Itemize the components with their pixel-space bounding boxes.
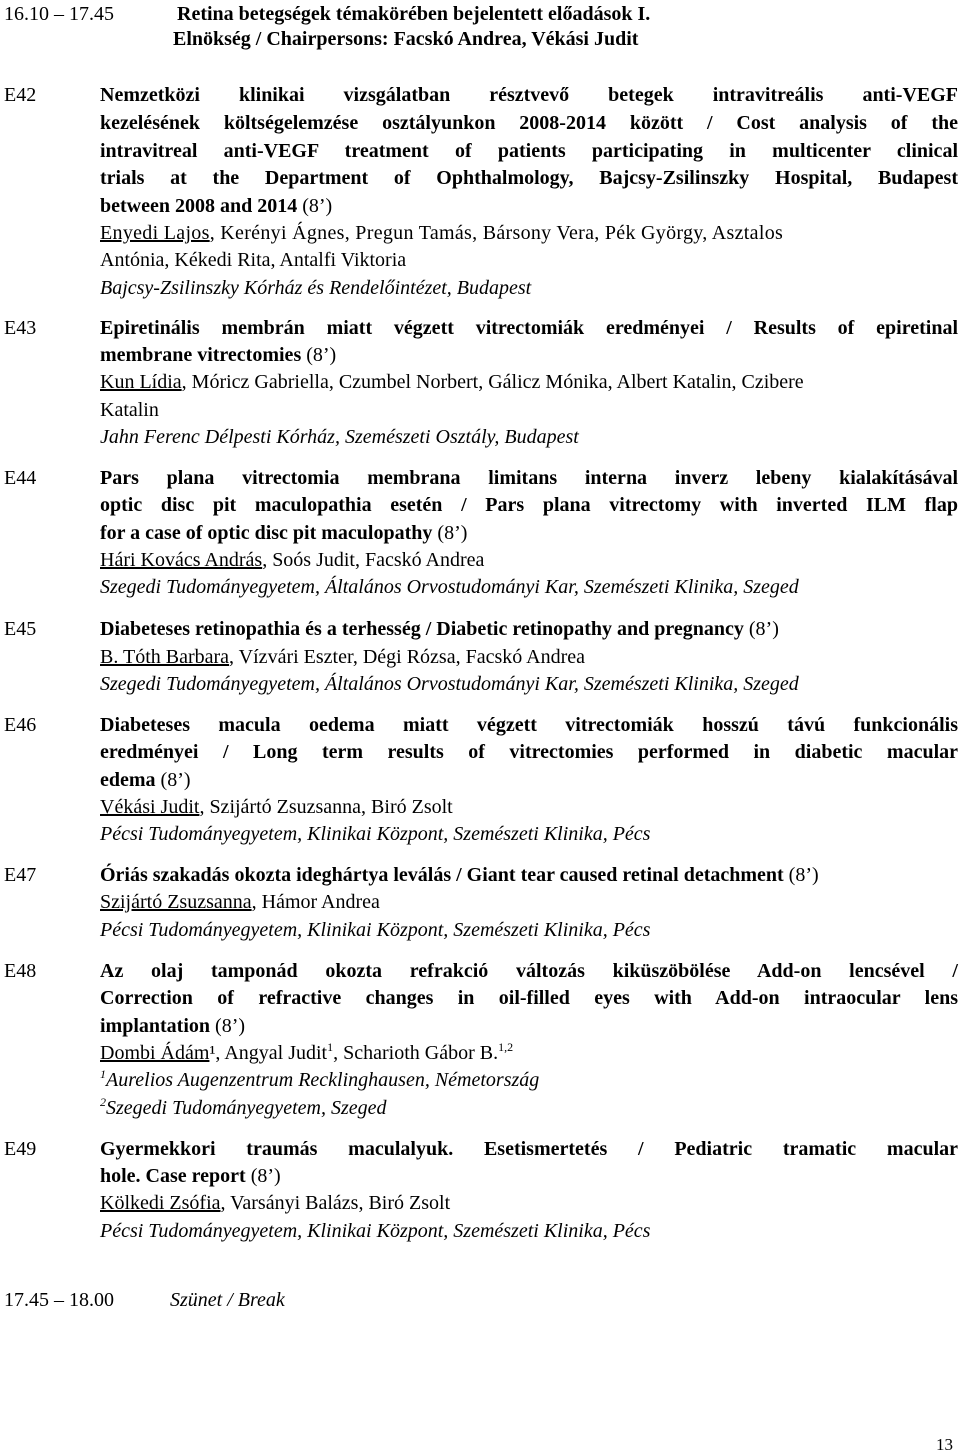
entry-title-line: trials at the Department of Ophthalmology, Bajcsy-Zsilinszky Hospital, Budapest: [100, 167, 958, 189]
break-time: 17.45 – 18.00: [4, 1289, 114, 1311]
entry-title-line: membrane vitrectomies: [100, 344, 302, 366]
entry-title-line: for a case of optic disc pit maculopathy: [100, 522, 433, 544]
entry-duration: (8’): [301, 344, 337, 366]
entry-presenter: Dombi Ádám: [100, 1042, 210, 1064]
session-title: Retina betegségek témakörében bejelentett előadások I.: [177, 3, 651, 25]
entry-authors: [100, 550, 484, 570]
entry-code: E49: [4, 1138, 37, 1160]
entry-title-line: Pars plana vitrectomia membrana limitans interna inverz lebeny kialakításával: [100, 467, 958, 489]
entry-title-line: Diabeteses retinopathia és a terhesség / Diabetic retinopathy and pregnancy: [100, 618, 744, 640]
entry-authors: [100, 223, 783, 243]
entry-title-line: between 2008 and 2014: [100, 195, 298, 217]
entry-title-last-line: [100, 345, 336, 365]
entry-title-line: Óriás szakadás okozta ideghártya leválás / Giant tear caused retinal detachment: [100, 864, 784, 886]
entry-coauthors: ¹, Angyal Judit: [209, 1042, 328, 1064]
entry-affiliation: [100, 1095, 387, 1119]
entry-presenter: B. Tóth Barbara: [100, 646, 230, 668]
affiliation-mark: 1: [327, 1040, 334, 1054]
entry-title-line: kezelésének költségelemzése osztályunkon 2008-2014 között / Cost analysis of the: [100, 112, 958, 134]
entry-institution: Pécsi Tudományegyetem, Klinikai Központ, Szemészeti Klinika, Pécs: [100, 1220, 651, 1242]
entry-coauthors-cont: Antónia, Kékedi Rita, Antalfi Viktoria: [100, 249, 407, 271]
entry-duration: (8’): [155, 769, 191, 791]
affiliation-text: Aurelios Augenzentrum Recklinghausen, Németország: [106, 1069, 540, 1091]
entry-title-line: intravitreal anti-VEGF treatment of patients participating in multicenter clinical: [100, 140, 958, 162]
entry-code: E45: [4, 618, 37, 640]
entry-duration: (8’): [297, 195, 333, 217]
entry-authors: [100, 372, 804, 392]
entry-coauthors: , Szijártó Zsuzsanna, Biró Zsolt: [199, 796, 453, 818]
entry-code: E48: [4, 960, 37, 982]
entry-title-line: Epiretinális membrán miatt végzett vitrectomiák eredményei / Results of epiretinal: [100, 317, 958, 339]
page-number: 13: [936, 1435, 953, 1454]
entry-title-last-line: [100, 1166, 281, 1186]
entry-institution: Szegedi Tudományegyetem, Általános Orvostudományi Kar, Szemészeti Klinika, Szeged: [100, 576, 799, 598]
entry-coauthors: , Soós Judit, Facskó Andrea: [262, 549, 485, 571]
break-label: Szünet / Break: [170, 1289, 285, 1311]
entry-code: E44: [4, 467, 37, 489]
entry-title-last-line: [100, 770, 191, 790]
entry-title-line: edema: [100, 769, 156, 791]
entry-code: E42: [4, 84, 37, 106]
affiliation-number: 2: [100, 1095, 106, 1109]
affiliation-text: Szegedi Tudományegyetem, Szeged: [106, 1097, 387, 1119]
entry-coauthors: , Hámor Andrea: [251, 891, 380, 913]
entry-authors: [100, 1193, 450, 1213]
entry-code: E43: [4, 317, 37, 339]
entry-coauthors: , Varsányi Balázs, Biró Zsolt: [220, 1192, 451, 1214]
entry-title-last-line: [100, 1016, 245, 1036]
session-chairs: Elnökség / Chairpersons: Facskó Andrea, Vékási Judit: [173, 28, 639, 50]
entry-presenter: Kun Lídia: [100, 371, 182, 393]
affiliation-mark: 1,2: [498, 1040, 514, 1054]
entry-authors: [100, 797, 453, 817]
entry-institution: Szegedi Tudományegyetem, Általános Orvostudományi Kar, Szemészeti Klinika, Szeged: [100, 673, 799, 695]
entry-coauthors: , Vízvári Eszter, Dégi Rózsa, Facskó Andrea: [229, 646, 585, 668]
entry-institution: Bajcsy-Zsilinszky Kórház és Rendelőintézet, Budapest: [100, 277, 532, 299]
entry-presenter: Enyedi Lajos: [100, 222, 210, 244]
entry-title-last-line: [100, 196, 332, 216]
entry-institution: Pécsi Tudományegyetem, Klinikai Központ, Szemészeti Klinika, Pécs: [100, 919, 651, 941]
entry-title-line: Az olaj tamponád okozta refrakció változás kiküszöbölése Add-on lencsével /: [100, 960, 958, 982]
entry-duration: (8’): [743, 618, 779, 640]
entry-title-line: implantation: [100, 1015, 211, 1037]
entry-title-line: optic disc pit maculopathia esetén / Pars plana vitrectomy with inverted ILM flap: [100, 494, 958, 516]
session-time: 16.10 – 17.45: [4, 3, 114, 25]
entry-duration: (8’): [432, 522, 468, 544]
entry-title-last-line: [100, 865, 819, 885]
entry-presenter: Vékási Judit: [100, 796, 200, 818]
entry-title-last-line: [100, 523, 467, 543]
entry-authors: [100, 892, 380, 912]
entry-authors: [100, 647, 585, 667]
entry-coauthors: , Kerényi Ágnes, Pregun Tamás, Bársony Vera, Pék György, Asztalos: [209, 222, 784, 244]
entry-presenter: Kölkedi Zsófia: [100, 1192, 221, 1214]
entry-coauthors-cont: Katalin: [100, 399, 159, 421]
entry-coauthors: , Móricz Gabriella, Czumbel Norbert, Gálicz Mónika, Albert Katalin, Czibere: [181, 371, 804, 393]
entry-title-line: hole. Case report: [100, 1165, 246, 1187]
entry-institution: Pécsi Tudományegyetem, Klinikai Központ, Szemészeti Klinika, Pécs: [100, 823, 651, 845]
entry-institution: Jahn Ferenc Délpesti Kórház, Szemészeti Osztály, Budapest: [100, 426, 579, 448]
entry-title-line: Gyermekkori traumás maculalyuk. Esetismertetés / Pediatric tramatic macular: [100, 1138, 958, 1160]
entry-duration: (8’): [210, 1015, 246, 1037]
entry-presenter: Hári Kovács András: [100, 549, 263, 571]
entry-title-line: eredményei / Long term results of vitrectomies performed in diabetic macular: [100, 741, 958, 763]
entry-coauthors: , Scharioth Gábor B.: [333, 1042, 499, 1064]
entry-affiliation: [100, 1067, 540, 1091]
entry-authors: [100, 1040, 514, 1064]
entry-duration: (8’): [783, 864, 819, 886]
entry-title-line: Correction of refractive changes in oil-filled eyes with Add-on intraocular lens: [100, 987, 958, 1009]
affiliation-number: 1: [100, 1067, 106, 1081]
entry-code: E47: [4, 864, 37, 886]
entry-title-line: Nemzetközi klinikai vizsgálatban résztvevő betegek intravitreális anti-VEGF: [100, 84, 958, 106]
entry-presenter: Szijártó Zsuzsanna: [100, 891, 252, 913]
entry-code: E46: [4, 714, 37, 736]
entry-duration: (8’): [245, 1165, 281, 1187]
entry-title-last-line: [100, 619, 779, 639]
entry-title-line: Diabeteses macula oedema miatt végzett vitrectomiák hosszú távú funkcionális: [100, 714, 958, 736]
